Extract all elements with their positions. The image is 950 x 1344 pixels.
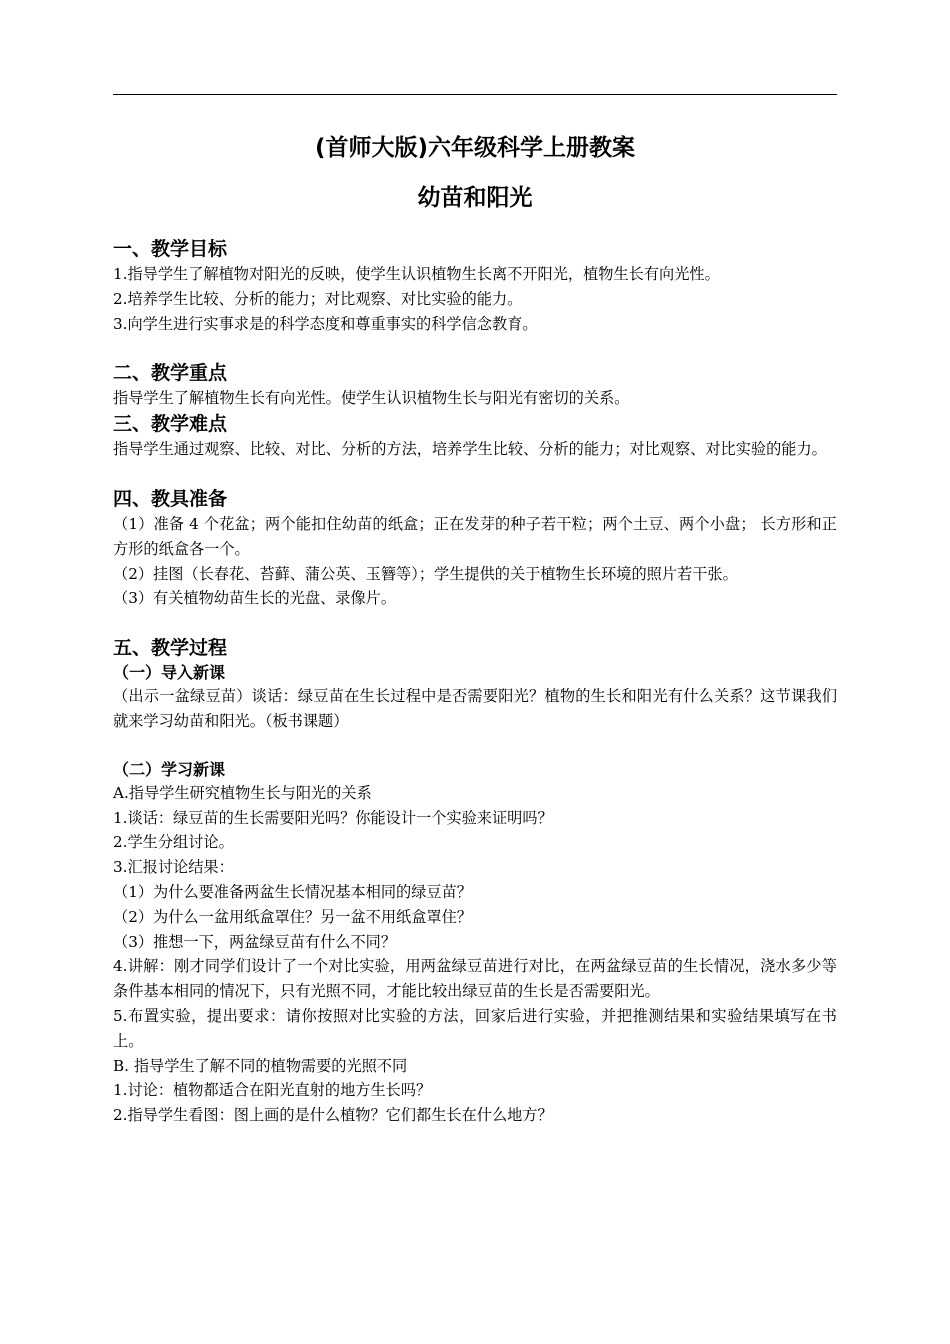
paragraph: （1）为什么要准备两盆生长情况基本相同的绿豆苗？ bbox=[113, 882, 472, 901]
subsection-heading-new-lesson: （二）学习新课 bbox=[113, 759, 226, 779]
document-body bbox=[113, 130, 837, 1128]
paragraph: （3）推想一下，两盆绿豆苗有什么不同？ bbox=[113, 932, 397, 951]
paragraph: 指导学生通过观察、比较、对比、分析的方法，培养学生比较、分析的能力；对比观察、对比实验的能力。 bbox=[113, 440, 827, 459]
paragraph: （3）有关植物幼苗生长的光盘、录像片。 bbox=[113, 589, 397, 608]
paragraph: （出示一盆绿豆苗）谈话：绿豆苗在生长过程中是否需要阳光？植物的生长和阳光有什么关系？这节课我们就来学习幼苗和阳光。（板书课题） bbox=[113, 687, 837, 730]
paragraph: 1.谈话：绿豆苗的生长需要阳光吗？你能设计一个实验来证明吗？ bbox=[113, 808, 553, 827]
paragraph: （2）挂图（长春花、苔藓、蒲公英、玉簪等）；学生提供的关于植物生长环境的照片若干张。 bbox=[113, 564, 738, 583]
header-rule bbox=[113, 94, 837, 95]
subsection-heading-intro: （一）导入新课 bbox=[113, 663, 226, 683]
paragraph: 4.讲解：刚才同学们设计了一个对比实验，用两盆绿豆苗进行对比，在两盆绿豆苗的生长情况，浇水多少等条件基本相同的情况下，只有光照不同，才能比较出绿豆苗的生长是否需要阳光。 bbox=[113, 957, 837, 1001]
spacer bbox=[113, 611, 837, 635]
paragraph: 指导学生了解植物生长有向光性。使学生认识植物生长与阳光有密切的关系。 bbox=[113, 389, 630, 408]
paragraph: 1.讨论：植物都适合在阳光直射的地方生长吗？ bbox=[113, 1081, 432, 1100]
paragraph: 3.向学生进行实事求是的科学态度和尊重事实的科学信念教育。 bbox=[113, 314, 538, 333]
paragraph: B. 指导学生了解不同的植物需要的光照不同 bbox=[113, 1056, 408, 1075]
paragraph: A.指导学生研究植物生长与阳光的关系 bbox=[113, 783, 372, 802]
section-heading-process: 五、教学过程 bbox=[113, 637, 228, 660]
spacer bbox=[113, 734, 837, 758]
section-heading-materials: 四、教具准备 bbox=[113, 487, 228, 510]
section-heading-key-points: 二、教学重点 bbox=[113, 362, 228, 385]
section-heading-difficulties: 三、教学难点 bbox=[113, 413, 228, 436]
paragraph: 3.汇报讨论结果： bbox=[113, 858, 234, 877]
doc-subtitle: 幼苗和阳光 bbox=[417, 185, 533, 211]
spacer bbox=[113, 462, 837, 486]
doc-title: (首师大版)六年级科学上册教案 bbox=[314, 135, 636, 161]
paragraph: 2.学生分组讨论。 bbox=[113, 833, 234, 852]
paragraph: 2.指导学生看图：图上画的是什么植物？它们都生长在什么地方？ bbox=[113, 1106, 553, 1125]
paragraph: 1.指导学生了解植物对阳光的反映，使学生认识植物生长离不开阳光，植物生长有向光性。 bbox=[113, 265, 720, 283]
paragraph: 5.布置实验，提出要求：请你按照对比实验的方法，回家后进行实验，并把推测结果和实验结果填写在书上。 bbox=[113, 1006, 837, 1050]
paragraph: （2）为什么一盆用纸盒罩住？另一盆不用纸盒罩住？ bbox=[113, 907, 472, 926]
paragraph: （1）准备 4 个花盆；两个能扣住幼苗的纸盒；正在发芽的种子若干粒；两个土豆、两个小盘； 长方形和正方形的纸盒各一个。 bbox=[113, 514, 837, 558]
section-heading-objectives: 一、教学目标 bbox=[113, 238, 228, 260]
paragraph: 2.培养学生比较、分析的能力；对比观察、对比实验的能力。 bbox=[113, 289, 523, 308]
spacer bbox=[113, 336, 837, 360]
